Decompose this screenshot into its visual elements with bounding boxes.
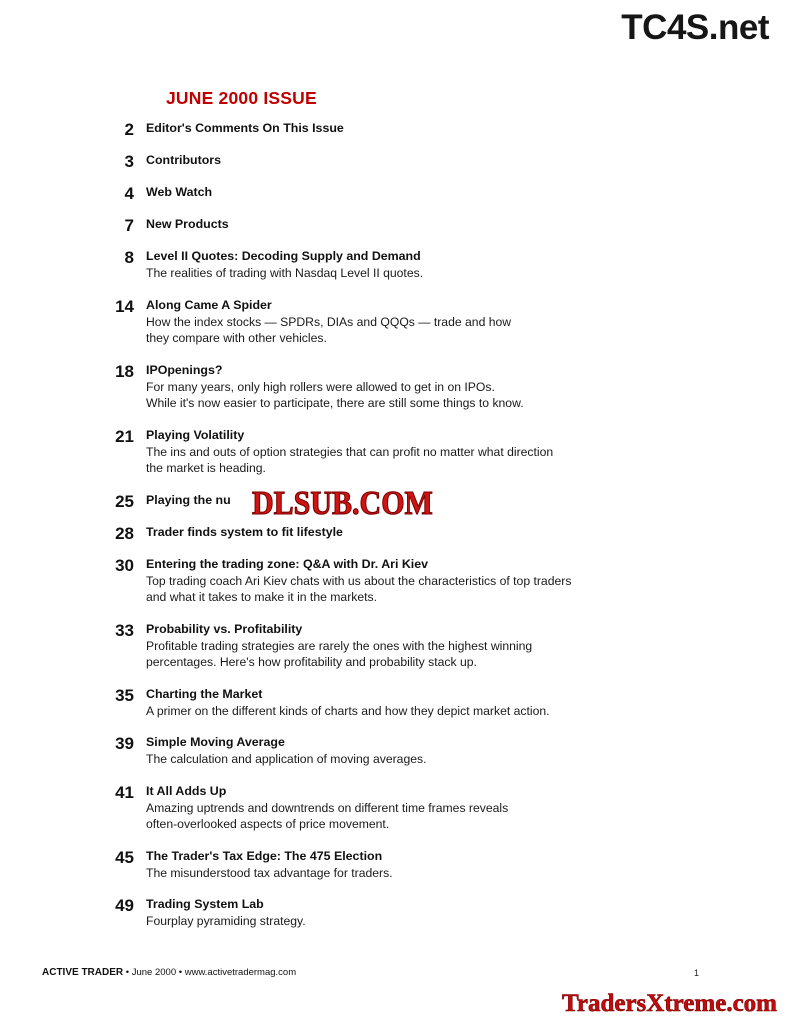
toc-entry-description-line: The calculation and application of moving averages. xyxy=(146,752,427,766)
toc-entry-title: New Products xyxy=(146,217,229,231)
toc-entry-page-number: 33 xyxy=(115,620,134,640)
footer-issue: June 2000 xyxy=(131,967,177,978)
toc-entry-title: Playing Volatility xyxy=(146,427,245,442)
toc-entry-description-line: A primer on the different kinds of charts and how they depict market action. xyxy=(146,703,550,718)
toc-entry-page-number: 4 xyxy=(124,184,134,203)
toc-entry-description-line: and what it takes to make it in the markets. xyxy=(146,590,377,604)
footer-separator: • xyxy=(125,967,130,978)
toc-entry-title: Charting the Market xyxy=(146,686,263,701)
toc-entry[interactable] xyxy=(0,621,791,671)
toc-entry-body xyxy=(146,896,706,930)
toc-entry-body xyxy=(146,120,706,136)
toc-entry-title: Editor's Comments On This Issue xyxy=(146,121,344,135)
toc-entry-body xyxy=(146,152,706,168)
footer-brand: ACTIVE TRADER xyxy=(42,967,124,978)
toc-entry[interactable] xyxy=(0,297,791,347)
toc-entry-page-number: 30 xyxy=(115,555,134,575)
dlsub-watermark: DLSUB.COM xyxy=(252,484,433,522)
toc-entry[interactable] xyxy=(0,686,791,720)
toc-entry-page-number: 41 xyxy=(115,782,134,802)
toc-entry[interactable] xyxy=(0,248,791,282)
toc-entry-body xyxy=(146,524,706,540)
toc-entry-description-line: The realities of trading with Nasdaq Level II quotes. xyxy=(146,266,424,280)
toc-entry-body xyxy=(146,734,706,768)
toc-entry-body xyxy=(146,427,706,477)
toc-entry[interactable] xyxy=(0,184,791,204)
toc-entry-page-number: 7 xyxy=(124,216,134,235)
footer-separator-2: • xyxy=(178,967,183,978)
toc-entry-description xyxy=(146,800,706,833)
toc-entry-title: IPOpenings? xyxy=(146,362,223,377)
toc-entry-description xyxy=(146,379,706,412)
tradersxtreme-watermark: TradersXtreme.com xyxy=(562,990,777,1017)
toc-entry[interactable] xyxy=(0,362,791,412)
toc-entry-body xyxy=(146,362,706,412)
toc-entry-page-number: 35 xyxy=(115,685,134,705)
toc-entry-body xyxy=(146,686,706,720)
toc-entry-description xyxy=(146,865,706,882)
toc-entry-title: Level II Quotes: Decoding Supply and Demand xyxy=(146,249,421,263)
toc-entry-title: Trader finds system to fit lifestyle xyxy=(146,524,343,539)
toc-entry-description xyxy=(146,314,706,347)
toc-entry-description-line: percentages. Here's how profitability and probability stack up. xyxy=(146,655,477,669)
toc-entry-description xyxy=(146,638,706,671)
toc-entry-description xyxy=(146,751,706,768)
table-of-contents xyxy=(0,120,791,945)
toc-entry-title: It All Adds Up xyxy=(146,783,227,798)
toc-entry-page-number: 18 xyxy=(115,361,134,381)
toc-entry-page-number: 49 xyxy=(115,896,134,915)
toc-entry-page-number: 8 xyxy=(124,248,134,267)
footer-page-number: 1 xyxy=(693,968,699,978)
toc-entry-page-number: 3 xyxy=(124,152,134,171)
toc-entry-description-line: often-overlooked aspects of price movement. xyxy=(146,817,390,831)
footer-credit xyxy=(42,967,296,978)
toc-entry[interactable] xyxy=(0,216,791,236)
toc-entry-body xyxy=(146,783,706,833)
toc-entry[interactable] xyxy=(0,734,791,768)
toc-entry-description xyxy=(146,444,706,477)
toc-entry-title: Playing the nu xyxy=(146,492,231,507)
toc-entry-title: Along Came A Spider xyxy=(146,297,272,312)
toc-entry-title: Trading System Lab xyxy=(146,897,264,911)
toc-entry[interactable] xyxy=(0,524,791,544)
toc-entry-page-number: 39 xyxy=(115,734,134,753)
toc-entry-body xyxy=(146,216,706,232)
toc-entry[interactable] xyxy=(0,783,791,833)
toc-entry-description-line: While it's now easier to participate, there are still some things to know. xyxy=(146,396,524,410)
toc-entry[interactable] xyxy=(0,896,791,930)
toc-entry-description xyxy=(146,703,706,720)
toc-entry-description-line: Top trading coach Ari Kiev chats with us about the characteristics of top traders xyxy=(146,573,572,588)
toc-entry-body xyxy=(146,556,706,606)
toc-entry-description-line: Fourplay pyramiding strategy. xyxy=(146,914,306,928)
toc-entry[interactable] xyxy=(0,152,791,172)
toc-entry[interactable] xyxy=(0,120,791,140)
toc-entry-body xyxy=(146,184,706,200)
toc-entry-page-number: 25 xyxy=(115,491,134,511)
toc-entry-description-line: For many years, only high rollers were allowed to get in on IPOs. xyxy=(146,379,495,394)
toc-entry[interactable] xyxy=(0,848,791,882)
toc-entry-description-line: Amazing uptrends and downtrends on different time frames reveals xyxy=(146,800,509,815)
toc-entry-page-number: 2 xyxy=(124,120,134,139)
toc-entry-body xyxy=(146,848,706,882)
page-title: JUNE 2000 ISSUE xyxy=(166,88,317,108)
toc-entry-page-number: 45 xyxy=(115,847,134,867)
toc-entry-description xyxy=(146,573,706,606)
toc-entry-title: Probability vs. Profitability xyxy=(146,621,303,636)
toc-entry-page-number: 14 xyxy=(115,296,134,316)
toc-entry-title: Web Watch xyxy=(146,185,213,199)
toc-entry-description-line: How the index stocks — SPDRs, DIAs and QQQs — trade and how xyxy=(146,314,512,329)
toc-entry-title: The Trader's Tax Edge: The 475 Election xyxy=(146,848,383,863)
toc-entry[interactable] xyxy=(0,556,791,606)
toc-entry-body xyxy=(146,621,706,671)
toc-entry-page-number: 28 xyxy=(115,523,134,543)
toc-entry-title: Simple Moving Average xyxy=(146,735,285,749)
footer-site: www.activetradermag.com xyxy=(184,967,297,978)
toc-entry-description-line: they compare with other vehicles. xyxy=(146,331,327,345)
toc-entry-description xyxy=(146,913,706,930)
toc-entry-description-line: the market is heading. xyxy=(146,461,266,475)
toc-entry-body xyxy=(146,297,706,347)
toc-entry-description xyxy=(146,265,706,282)
toc-entry-page-number: 21 xyxy=(115,426,134,446)
toc-entry-description-line: Profitable trading strategies are rarely the ones with the highest winning xyxy=(146,638,533,653)
toc-entry-description-line: The ins and outs of option strategies that can profit no matter what direction xyxy=(146,444,554,459)
toc-entry-title: Entering the trading zone: Q&A with Dr. Ari Kiev xyxy=(146,556,429,571)
toc-entry-title: Contributors xyxy=(146,153,222,167)
toc-entry-body xyxy=(146,248,706,282)
tc4s-watermark: TC4S.net xyxy=(621,8,769,47)
toc-entry-description-line: The misunderstood tax advantage for traders. xyxy=(146,865,393,880)
toc-entry[interactable] xyxy=(0,427,791,477)
